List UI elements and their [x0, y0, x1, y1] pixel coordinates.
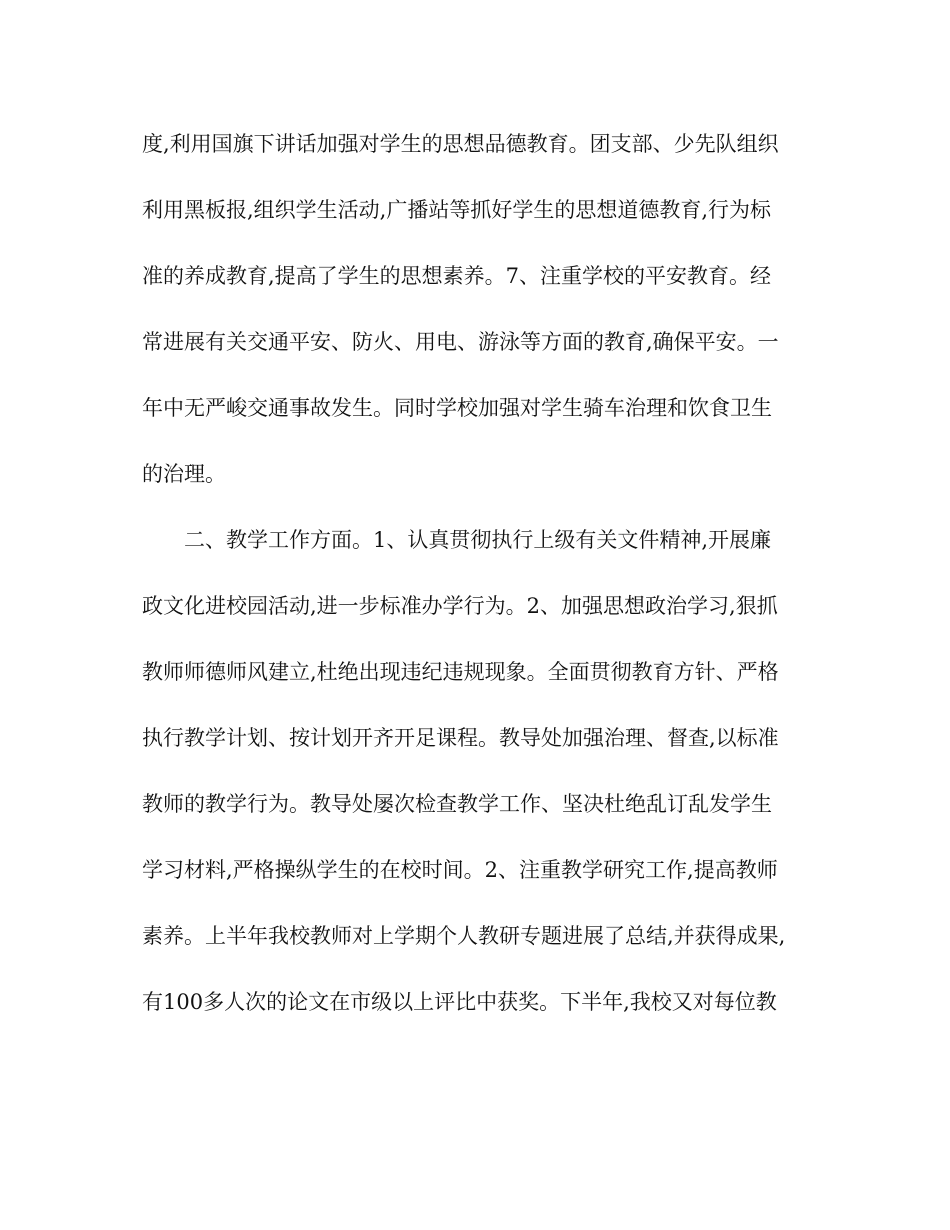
paragraph-line-9: 教师师德师风建立,杜绝出现违纪违规现象。全面贯彻教育方针、严格: [142, 660, 779, 684]
paragraph-line-5: 年中无严峻交通事故发生。同时学校加强对学生骑车治理和饮食卫生: [142, 396, 772, 420]
paragraph-line-12: 学习材料,严格操纵学生的在校时间。2、注重教学研究工作,提高教师: [142, 858, 778, 882]
paragraph-line-8: 政文化进校园活动,进一步标准办学行为。2、加强思想政治学习,狠抓: [142, 594, 778, 618]
paragraph-line-11: 教师的教学行为。教导处屡次检查教学工作、坚决杜绝乱订乱发学生: [142, 792, 772, 816]
paragraph-line-6: 的治理。: [142, 462, 226, 486]
paragraph-line-10: 执行教学计划、按计划开齐开足课程。教导处加强治理、督查,以标准: [142, 726, 779, 750]
paragraph-line-4: 常进展有关交通平安、防火、用电、游泳等方面的教育,确保平安。一: [142, 330, 779, 354]
paragraph-line-2: 利用黑板报,组织学生活动,广播站等抓好学生的思想道德教育,行为标: [142, 198, 772, 222]
paragraph-line-14: 有100多人次的论文在市级以上评比中获奖。下半年,我校又对每位教: [142, 990, 777, 1014]
paragraph-line-7: 二、教学工作方面。1、认真贯彻执行上级有关文件精神,开展廉: [184, 528, 772, 552]
paragraph-line-13: 素养。上半年我校教师对上学期个人教研专题进展了总结,并获得成果,: [142, 924, 786, 948]
paragraph-line-3: 准的养成教育,提高了学生的思想素养。7、注重学校的平安教育。经: [142, 264, 772, 288]
paragraph-line-1: 度,利用国旗下讲话加强对学生的思想品德教育。团支部、少先队组织: [142, 132, 779, 156]
